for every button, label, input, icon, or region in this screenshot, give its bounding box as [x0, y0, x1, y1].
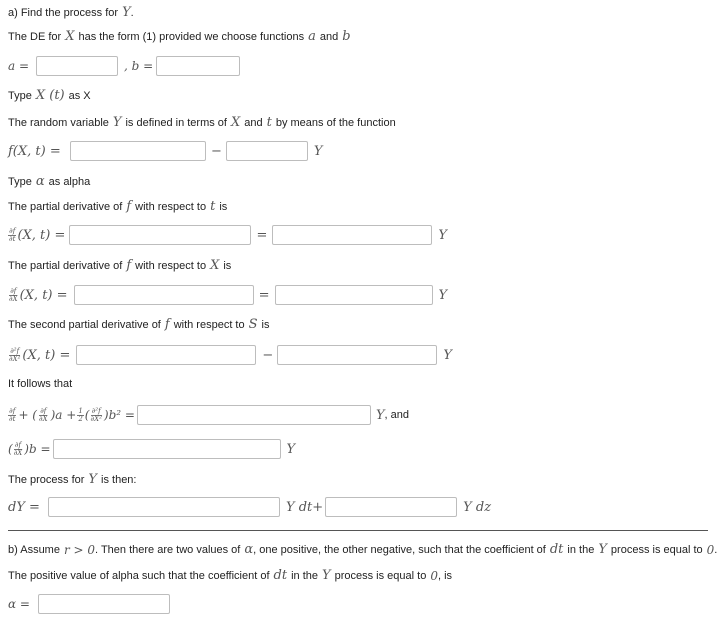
a-b-inputs-row: a = , b = [8, 56, 240, 76]
partial-t-sentence: The partial derivative of f with respect to t is [8, 199, 228, 214]
partial-t-input-1[interactable] [69, 225, 251, 245]
part-a-heading: a) Find the process for Y . [8, 5, 134, 20]
drift-input[interactable] [137, 405, 371, 425]
follows-text: It follows that [8, 378, 73, 390]
partial-x-input-2[interactable] [275, 285, 433, 305]
f-input-2[interactable] [226, 141, 308, 161]
drift-fraction-1: $\frac{\partial f}{\partial t}$ [9, 406, 16, 423]
drift-fraction-3: $\frac{\text{∂²f}}{\text{∂X²}}$ [90, 406, 102, 423]
partial-x-sentence: The partial derivative of f with respect to X is [8, 258, 232, 273]
alpha-row: α = [8, 594, 170, 614]
diffusion-row: ( $\frac{\partial f}{\partial X}$ )b = Y [8, 439, 295, 459]
second-partial-input-2[interactable] [277, 345, 437, 365]
diffusion-input[interactable] [53, 439, 281, 459]
second-partial-fraction: $\frac{\text{∂²f}}{\text{∂X²}}$ [9, 346, 21, 363]
type-x-hint: Type X (t) as X [8, 88, 91, 103]
type-alpha-hint: Type α as alpha [8, 174, 91, 189]
positive-alpha-sentence: The positive value of alpha such that the coefficient of dt in the Y process is equal to 0 , is [8, 568, 453, 583]
a-input[interactable] [36, 56, 118, 76]
partial-t-row: $\frac{\partial f}{\partial t}$ (X, t) = = Y [8, 225, 447, 245]
partial-t-input-2[interactable] [272, 225, 432, 245]
partial-x-fraction: $\frac{\partial f}{\partial X}$ [9, 286, 18, 303]
section-divider [8, 530, 708, 531]
part-b-heading: b) Assume r > 0 . Then there are two values of α , one positive, the other negative, such that the coefficient of dt in the Y process is equal to 0 [8, 542, 715, 557]
dy-diffusion-input[interactable] [325, 497, 457, 517]
random-variable-sentence: The random variable Y is defined in terms of X and t by means of the function [8, 115, 396, 130]
drift-fraction-2: $\frac{\partial f}{\partial X}$ [39, 406, 48, 423]
f-input-1[interactable] [70, 141, 206, 161]
partial-t-fraction: $\frac{\partial f}{\partial t}$ [9, 226, 16, 243]
b-input[interactable] [156, 56, 240, 76]
second-partial-input-1[interactable] [76, 345, 256, 365]
dy-row: dY = Y dt+ Y dz [8, 497, 491, 517]
dy-drift-input[interactable] [48, 497, 280, 517]
diffusion-fraction: $\frac{\partial f}{\partial X}$ [13, 440, 23, 457]
alpha-input[interactable] [38, 594, 170, 614]
partial-x-row: $\frac{\partial f}{\partial X}$ (X, t) = = Y [8, 285, 447, 305]
process-sentence: The process for Y is then: [8, 472, 137, 487]
partial-x-input-1[interactable] [74, 285, 254, 305]
de-sentence: The DE for X has the form (1) provided we choose functions a and b [8, 29, 351, 44]
second-partial-row: $\frac{\text{∂²f}}{\text{∂X²}}$ (X, t) = − Y [8, 345, 452, 365]
f-function-row: f(X, t) = − Y [8, 141, 323, 161]
drift-row: $\frac{\partial f}{\partial t}$ + ( $\frac{\partial f}{\partial X}$ )a + $\frac{1}{2}$ ( $\frac{\text{∂²f}}{\text{∂X²}}$ )b² = Y , and [8, 405, 409, 425]
second-partial-sentence: The second partial derivative of f with respect to S is [8, 317, 270, 332]
drift-fraction-half: $\frac{1}{2}$ [78, 406, 83, 423]
